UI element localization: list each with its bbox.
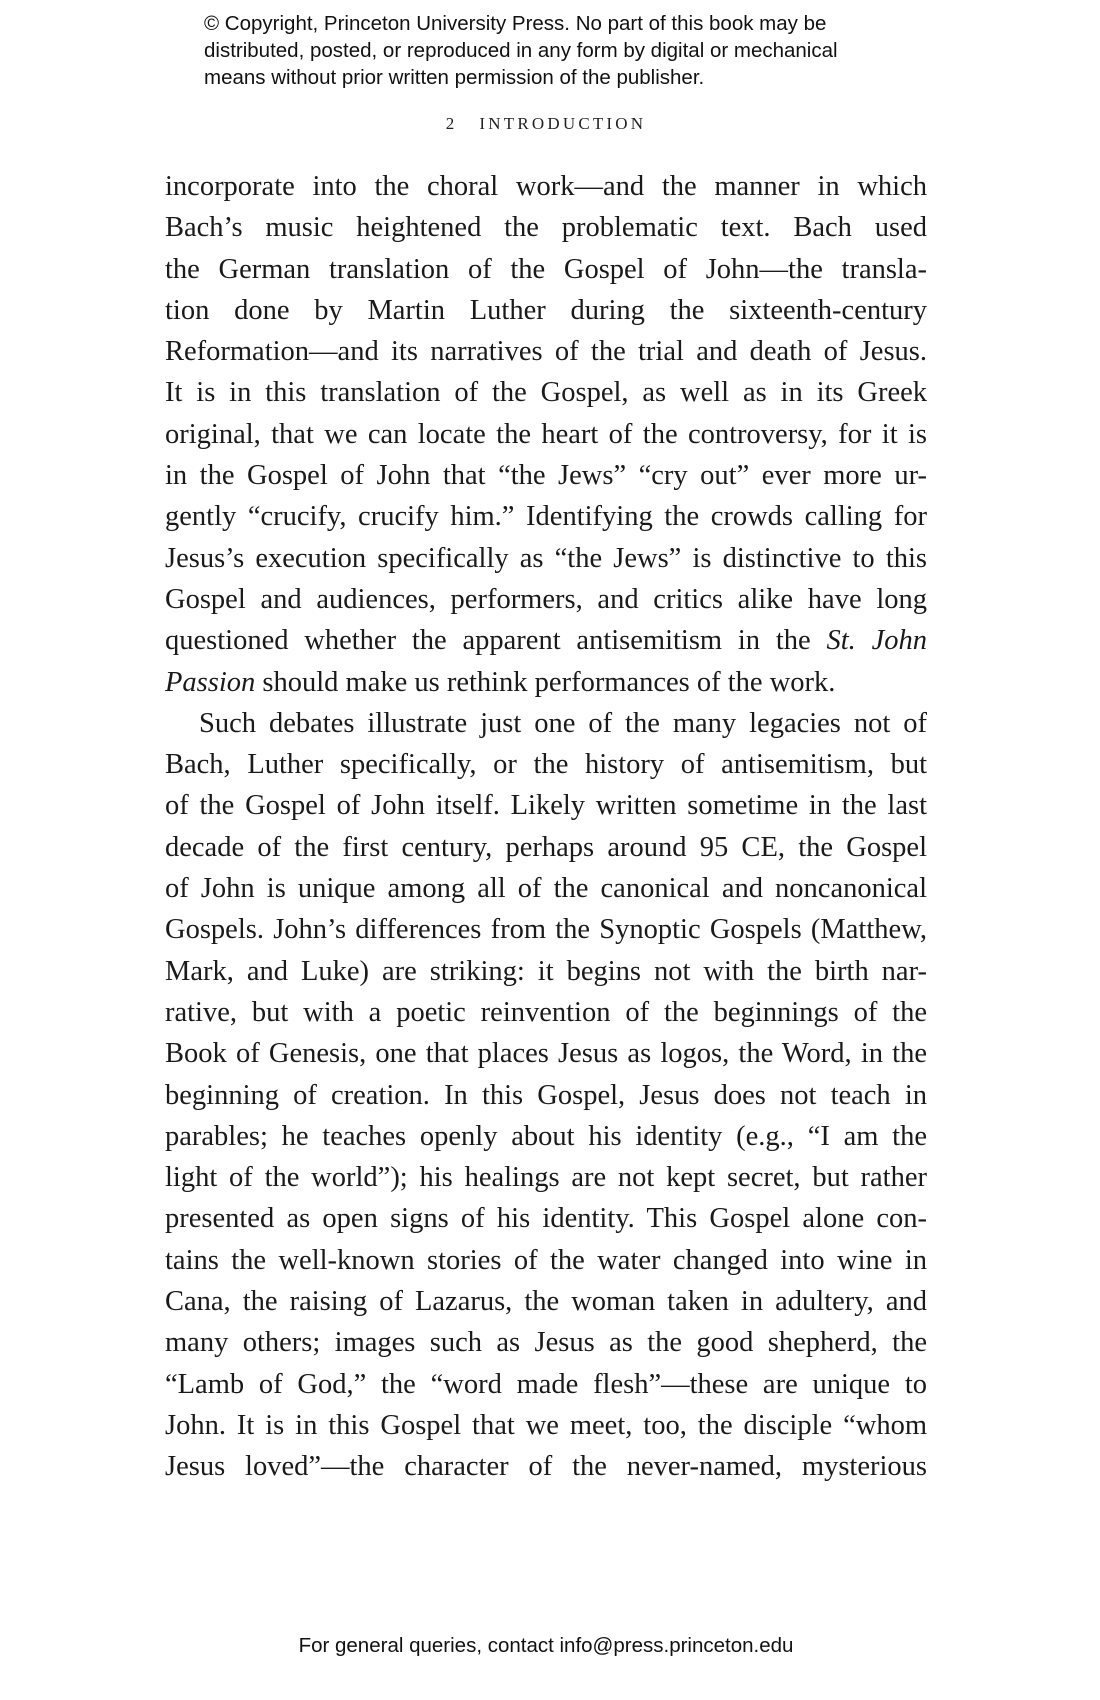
text-line: Gospel and audiences, performers, and critics alike have long [165,583,927,615]
text-line: Reformation—and its narratives of the trial and death of Jesus. [165,336,927,368]
text-line: presented as open signs of his identity. This Gospel alone con- [165,1203,927,1235]
text-line: tains the well-known stories of the water changed into wine in [165,1244,927,1276]
copyright-line: means without prior written permission of the publisher. [204,66,705,89]
page-number: 2 [445,114,458,133]
running-head [0,114,1092,134]
paragraph-2 [165,703,927,1488]
text-line: tion done by Martin Luther during the sixteenth-century [165,294,927,326]
text-line: many others; images such as Jesus as the good shepherd, the [165,1327,927,1359]
paragraph-1 [165,166,927,703]
text-line: original, that we can locate the heart of the controversy, for it is [165,418,927,450]
text-line: Bach’s music heightened the problematic text. Bach used [165,212,927,244]
text-line: “Lamb of God,” the “word made flesh”—these are unique to [165,1368,927,1400]
text-line: decade of the first century, perhaps around 95 CE, the Gospel [165,831,927,863]
copyright-line: © Copyright, Princeton University Press. No part of this book may be [204,12,827,35]
text-line: Mark, and Luke) are striking: it begins not with the birth nar- [165,955,927,987]
text-line: John. It is in this Gospel that we meet, too, the disciple “whom [165,1409,927,1441]
text-line: beginning of creation. In this Gospel, Jesus does not teach in [165,1079,927,1111]
text-line: incorporate into the choral work—and the manner in which [165,171,927,202]
text-run: should make us rethink performances of the work. [255,666,836,698]
text-line: light of the world”); his healings are not kept secret, but rather [165,1162,927,1194]
text-line: gently “crucify, crucify him.” Identifying the crowds calling for [165,501,927,533]
text-line: Jesus’s execution specifically as “the Jews” is distinctive to this [165,542,927,574]
text-line: It is in this translation of the Gospel, as well as in its Greek [165,377,927,409]
text-line: of John is unique among all of the canonical and noncanonical [165,873,927,905]
text-line: Gospels. John’s differences from the Synoptic Gospels (Matthew, [165,914,927,946]
text-line: of the Gospel of John itself. Likely written sometime in the last [165,790,927,822]
text-line: Cana, the raising of Lazarus, the woman taken in adultery, and [165,1286,927,1318]
text-line: Such debates illustrate just one of the many legacies not of [199,707,927,739]
text-line: Jesus loved”—the character of the never-named, mysterious [165,1451,927,1483]
footer-contact: For general queries, contact info@press.princeton.edu [298,1634,794,1657]
chapter-title: INTRODUCTION [479,114,647,133]
text-line: the German translation of the Gospel of John—the transla- [165,253,927,285]
italic-title: St. John [826,625,927,657]
text-line: Bach, Luther specifically, or the history of antisemitism, but [165,749,927,781]
text-line: in the Gospel of John that “the Jews” “cry out” ever more ur- [165,460,927,492]
body-text [165,166,927,1488]
text-line [165,620,927,661]
text-line: Book of Genesis, one that places Jesus as logos, the Word, in the [165,1038,927,1070]
copyright-line: distributed, posted, or reproduced in any form by digital or mechanical [204,39,838,62]
text-run: questioned whether the apparent antisemitism in the [165,625,827,657]
text-line [165,662,927,703]
text-line: rative, but with a poetic reinvention of the beginnings of the [165,996,927,1028]
copyright-notice [204,10,964,91]
italic-title: Passion [165,666,256,698]
text-line: parables; he teaches openly about his identity (e.g., “I am the [165,1120,927,1152]
